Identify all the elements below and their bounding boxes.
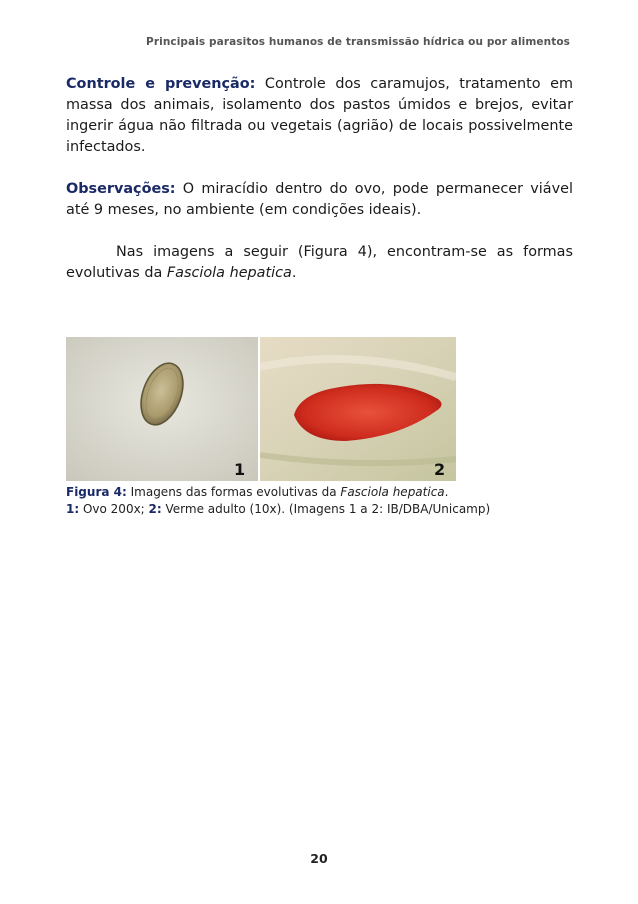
intro-species: Fasciola hepatica <box>166 265 292 281</box>
intro-end: . <box>291 265 297 281</box>
running-header: Principais parasitos humanos de transmissão hídrica ou por alimentos <box>146 36 570 48</box>
observations-text: O miracídio dentro do ovo, pode permanecer viável até 9 meses, no ambiente (em condições ideais). <box>66 181 573 218</box>
adult-worm-photo <box>260 337 456 481</box>
caption-line-1 <box>66 484 573 501</box>
photo-number-1: 1 <box>234 460 246 479</box>
observations-paragraph <box>66 179 573 221</box>
control-text: Controle dos caramujos, tratamento em massa dos animais, isolamento dos pastos úmidos e brejos, evitar ingerir água não filtrada ou vegetais (agrião) de locais possivelmente infectados. <box>66 76 573 155</box>
caption-line-2 <box>66 501 573 518</box>
photo-number-2: 2 <box>434 460 446 479</box>
item1-text: Ovo 200x; <box>79 501 149 516</box>
item1-label: 1: <box>66 501 80 516</box>
page-number: 20 <box>310 851 328 866</box>
caption-label: Figura 4: <box>66 485 127 499</box>
egg-photo <box>66 337 258 481</box>
intro-text: Nas imagens a seguir (Figura 4), encontram-se as formas evolutivas da <box>66 244 573 281</box>
figure-caption <box>66 484 573 517</box>
caption-species: Fasciola hepatica <box>340 485 445 499</box>
body-text <box>66 74 573 284</box>
caption-end: . <box>444 485 449 499</box>
intro-paragraph <box>66 242 573 284</box>
observations-label: Observações: <box>66 181 176 197</box>
caption-text: Imagens das formas evolutivas da <box>126 485 341 499</box>
egg-image <box>66 337 258 481</box>
control-label: Controle e prevenção: <box>66 76 256 92</box>
figure-4 <box>66 337 456 481</box>
control-paragraph <box>66 74 573 158</box>
item2-label: 2: <box>148 501 162 516</box>
adult-worm-image <box>260 337 456 481</box>
item2-text: Verme adulto (10x). (Imagens 1 a 2: IB/DBA/Unicamp) <box>161 501 491 516</box>
